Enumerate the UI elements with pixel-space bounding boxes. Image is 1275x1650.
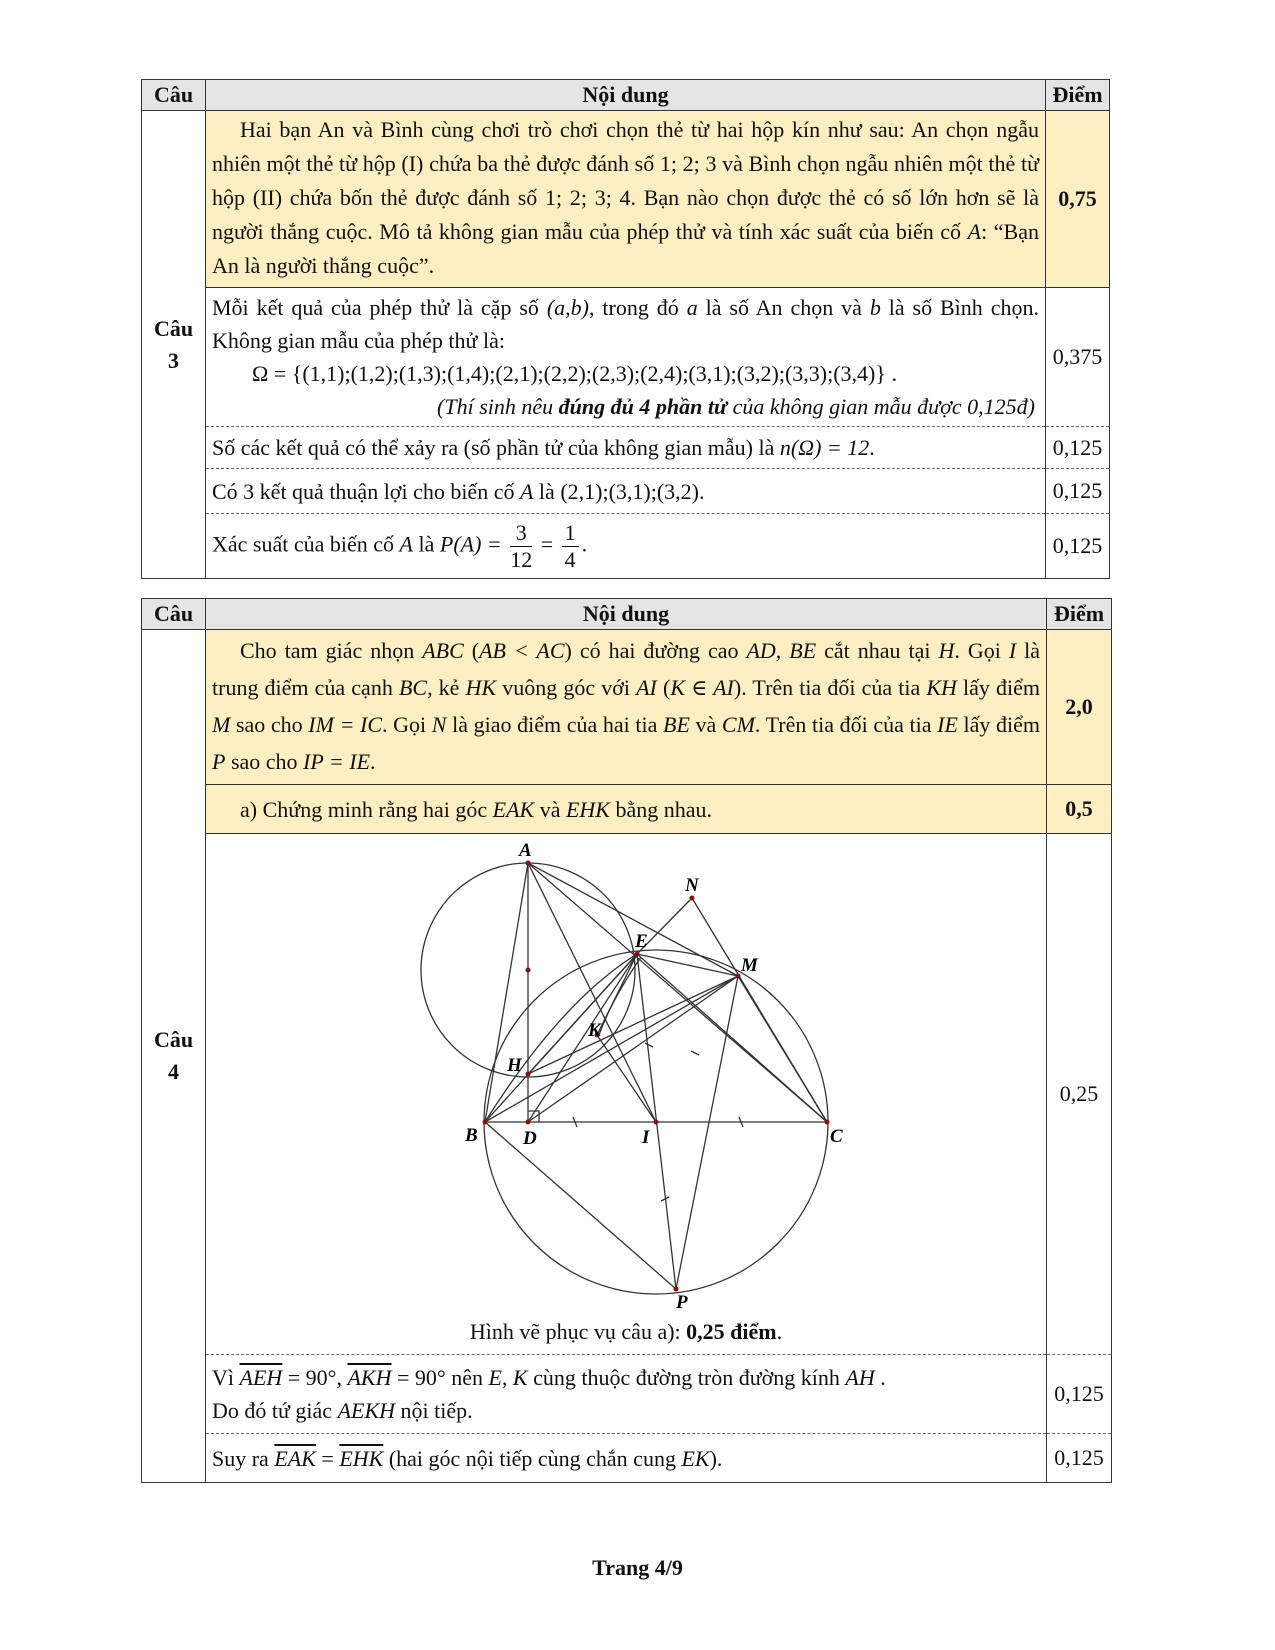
q4-step-2-points: 0,125 [1047,1355,1112,1434]
q4-step-3-points: 0,125 [1047,1434,1112,1483]
q4-problem-points: 2,0 [1047,630,1112,785]
q4-step-3: Suy ra $\overline{EAK} = \overline{EHK}$ (hai góc nội tiếp cùng chắn cung EK). 0,125 [142,1434,1112,1483]
q3-label-word: Câu [153,315,194,341]
page-number: Trang 4/9 [592,1555,683,1580]
header-noi-dung: Nội dung [206,80,1046,111]
label-m: M [741,955,758,976]
figure-caption: Hình vẽ phục vụ câu a): 0,25 điểm. [469,1319,783,1344]
figure-cell [206,834,1047,1355]
q3-problem-row [142,111,1110,288]
segment-bm [485,976,738,1122]
segment-ki [597,1035,656,1122]
segment-mp [676,976,738,1289]
q3-note: (Thí sinh nêu đúng đủ 4 phần tử của không gian mẫu được 0,125đ) [437,394,1035,419]
header-diem: Điểm [1046,80,1110,111]
q4-problem: Cho tam giác nhọn ABC (AB < AC) có hai đường cao AD, BE cắt nhau tại H. Gọi I là trung điểm của cạnh BC, kẻ HK vuông góc với AI (K ∈ AI). Trên tia đối của tia KH lấy điểm M sao cho IM = IC. Gọi N là giao điểm của hai tia BE và CM. Trên tia đối của tia IE lấy điểm P sao cho IP = IE. [206,630,1047,785]
fraction-3-12: $\frac{3}{12}$ [510,519,533,572]
q4-figure-row [142,834,1112,1355]
question-4-table [141,598,1112,1483]
label-p: P [676,1292,688,1313]
q3-step-3: Có 3 kết quả thuận lợi cho biến cố A là (2,1);(3,1);(3,2). 0,125 [142,469,1110,514]
header-row [142,80,1110,111]
segment-em [637,954,738,976]
fraction-1-4: $\frac{1}{4}$ [562,520,579,573]
q3-problem: Hai bạn An và Bình cùng chơi trò chơi chọn thẻ từ hai hộp kín như sau: An chọn ngẫu nhiên một thẻ từ hộp (I) chứa ba thẻ được đánh số 1; 2; 3 và Bình chọn ngẫu nhiên một thẻ từ hộp (II) chứa bốn thẻ được đánh số 1; 2; 3; 4. Bạn nào chọn được thẻ có số lớn hơn sẽ là người thắng cuộc. Mô tả không gian mẫu của phép thử và tính xác suất của biến cố A: “Bạn An là người thắng cuộc”. [206,111,1046,288]
label-c: C [830,1126,843,1147]
label-b: B [465,1125,478,1146]
q3-step-4-points: 0,125 [1046,514,1110,579]
label-n: N [685,875,699,896]
header-cau: Câu [142,80,206,111]
segment-mc [738,976,827,1122]
q4-problem-row [142,630,1112,785]
sample-space: Ω = {(1,1);(1,2);(1,3);(1,4);(2,1);(2,2);(2,3);(2,4);(3,1);(3,2);(3,3);(3,4)} . [252,361,897,386]
header-diem: Điểm [1047,599,1112,630]
label-d: D [523,1128,537,1149]
q3-problem-points: 0,75 [1046,111,1110,288]
label-a: A [519,840,532,861]
header-row [142,599,1112,630]
q4-label [142,630,206,1483]
segment-ai [528,863,656,1122]
q4-part-a-points: 0,5 [1047,785,1112,834]
q3-step-4: Xác suất của biến cố A là P(A) = $\frac{3}{12}$ = $\frac{1}{4}$ . 0,125 [142,514,1110,579]
q4-figure-points: 0,25 [1047,834,1112,1355]
segment-ab [485,863,528,1122]
segment-dm [528,976,738,1122]
q3-label-number: 3 [168,347,179,373]
header-noi-dung: Nội dung [206,599,1047,630]
q3-label [142,111,206,579]
q3-step-2: Số các kết quả có thể xảy ra (số phần tử của không gian mẫu) là n(Ω) = 12. 0,125 [142,427,1110,469]
q3-step-1-points: 0,375 [1046,288,1110,427]
label-e: E [635,931,648,952]
q3-step-2-points: 0,125 [1046,427,1110,469]
header-cau: Câu [142,599,206,630]
question-3-table [141,79,1110,579]
label-i: I [642,1127,650,1148]
q4-part-a-row: a) Chứng minh rằng hai góc EAK và EHK bằng nhau. 0,5 [142,785,1112,834]
label-k: K [588,1020,601,1041]
q3-step-3-points: 0,125 [1046,469,1110,514]
geometry-figure [206,834,1047,1319]
q4-step-2: Vì $\overline{AEH} = 90^\circ$, $\overline{AKH} = 90^\circ$ nên E, K cùng thuộc đường tròn đường kính AH . Do đó tứ giác AEKH nội tiếp. 0,125 [142,1355,1112,1434]
q3-step-1: Mỗi kết quả của phép thử là cặp số (a,b), trong đó a là số An chọn và b là số Bình chọn. Không gian mẫu của phép thử là: Ω = {(1,1);(1,2);(1,3);(1,4);(2,1);(2,2);(2,3);(2,4);(3,1);(3,2);(3,3);(3,4)} . (Thí sinh nêu đúng đủ 4 phần tử của không gian mẫu được 0,125đ) 0,375 [142,288,1110,427]
q4-label-word: Câu [153,1027,194,1052]
label-h: H [507,1055,522,1076]
q4-label-number: 4 [168,1059,179,1084]
